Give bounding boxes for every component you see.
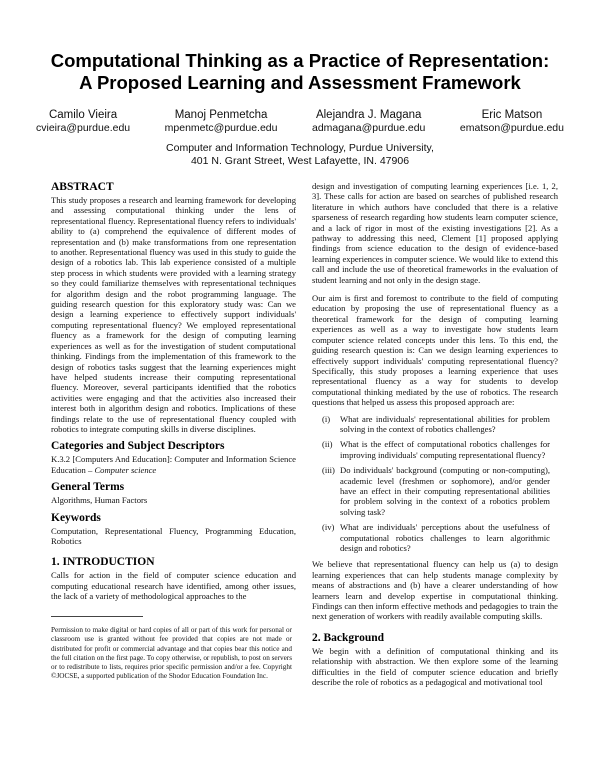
author-list [36, 108, 564, 135]
belief-paragraph: We believe that representational fluency can help us (a) to design learning experiences that can help students manage complexity by means of abstractions and (b) have a clearer understanding of how learners learn and develop expertise in computational thinking. Findings can then inform effective methods and pedagogies to train the next generation of workers with readily available computing skills. [312, 559, 558, 622]
background-body: We begin with a definition of computational thinking and its relationship with abstraction. We then explore some of the learning difficulties in the field of computer science education and briefly describe the role of robotics as a pedagogical and motivational tool [312, 645, 558, 688]
author-block [36, 108, 130, 135]
question-text: Do individuals' background (computing or non-computing), academic level (freshmen or sophomore), and/or gender have an effect in their computing representational abilities for problem solving in the context of a robotics problem solving task? [340, 465, 550, 517]
author-name: Eric Matson [481, 109, 543, 121]
background-heading: 2. Background [312, 631, 385, 644]
abstract-body: This study proposes a research and learning framework for developing and assessing computational thinking under the lens of representational fluency. Representational fluency refers to individuals' ability to (a) comprehend the equivalence of different modes of representation and (b) make transformations from one representation to another. Representational fluency was used in this study to guide the design of a robotics lab. This lab experience consisted of a multiple step process in which students were provided with a learning strategy so they could familiarize themselves with representational techniques for algorithm design and the robot programming language. The guiding research question for this exploratory study was: Can we design a learning experience to effectively support individuals' computing representational fluency? We employed representational fluency as a framework for the design of computing learning experiences as well as for the investigation of student computational thinking. Findings from the implementation of this framework to the design of robotics tasks suggest that the learning experiences might have helped students increase their computing representational fluency. Moreover, several participants identified that the robotics activities were engaging and that the activities also increased their interest both in algorithm design and robotics. Implications of these findings relate to the use of representational fluency coupled with robotics to integrate computing skills in diverse disciplines. [51, 195, 296, 434]
author-block [460, 108, 564, 135]
keywords-heading: Keywords [51, 511, 101, 524]
affiliation [40, 142, 560, 168]
question-number: (iv) [322, 522, 335, 533]
paper-title [20, 50, 580, 94]
affiliation-line-2: 401 N. Grant Street, West Lafayette, IN. 47906 [190, 155, 410, 167]
left-column [51, 181, 296, 602]
general-terms-heading: General Terms [51, 481, 125, 494]
categories-italic: Computer science [94, 464, 157, 475]
introduction-body: Calls for action in the field of computer science education and computing educational research have identified, among other issues, the lack of a variety of methodological approaches to the [51, 570, 296, 602]
author-block [165, 108, 278, 135]
right-column [312, 181, 558, 687]
question-text: What is the effect of computational robotics challenges for improving individuals' computing representational fluency? [340, 439, 550, 460]
research-question [312, 465, 558, 517]
author-email: mpenmetc@purdue.edu [164, 122, 278, 134]
affiliation-line-1: Computer and Information Technology, Purdue University, [166, 142, 434, 154]
categories-text: K.3.2 [Computers And Education]: Computer and Information Science Education – [51, 454, 296, 475]
question-number: (i) [322, 413, 331, 424]
intro-continued-paragraph: design and investigation of computing learning experiences [i.e. 1, 2, 3]. These calls for action are based on searches of published research literature in which authors have concluded that there is a relative sparseness of research regarding how students learn computer science, and a lack of rigor in most of the existing investigations [2]. As a pathway to addressing this need, Clement [1] proposed applying findings from science education to the design of evidence-based learning experiences in computer science. We would like to extend this call and include the use of theoretical frameworks in the evaluation of student learning and not only in the design stage. [312, 181, 558, 285]
title-line-2: A Proposed Learning and Assessment Framework [79, 72, 521, 93]
keywords-body: Computation, Representational Fluency, Programming Education, Robotics [51, 525, 296, 546]
general-terms-body: Algorithms, Human Factors [51, 495, 148, 506]
question-number: (iii) [322, 465, 335, 476]
abstract-heading: ABSTRACT [51, 181, 114, 193]
author-name: Manoj Penmetcha [174, 109, 268, 121]
research-questions [312, 414, 558, 554]
question-number: (ii) [322, 439, 333, 450]
categories-heading: Categories and Subject Descriptors [51, 440, 225, 453]
author-block [312, 108, 425, 135]
question-text: What are individuals' representational abilities for problem solving in the context of robotics challenges? [340, 413, 550, 434]
permission-notice: Permission to make digital or hard copies of all or part of this work for personal or classroom use is granted without fee provided that copies are not made or distributed for profit or commercial advantage and that copies bear this notice and the full citation on the first page. To copy otherwise, or republish, to post on servers or to redistribute to lists, requires prior specific permission and/or a fee. Copyright ©JOCSE, a supported publication of the Shodor Education Foundation Inc. [51, 626, 292, 681]
author-name: Alejandra J. Magana [315, 109, 422, 121]
title-line-1: Computational Thinking as a Practice of Representation: [50, 50, 550, 71]
author-email: admagana@purdue.edu [311, 122, 426, 134]
author-email: ematson@purdue.edu [459, 122, 564, 134]
research-question [312, 522, 558, 553]
categories-body [51, 454, 296, 475]
aim-paragraph: Our aim is first and foremost to contribute to the field of computing education by proposing the use of representational fluency as a theoretical framework for the design of computing learning experiences as well as a way to investigate how students learn computer science related concepts under this lens. To this end, the guiding research question is: Can we design learning experiences to effectively support individuals' computing representational fluency? Specifically, this study proposes a learning experience that uses representational fluency as a way for students to develop computational thinking mediated by the use of robotics. The research questions that helped us assess this proposed approach are: [312, 293, 558, 408]
question-text: What are individuals' perceptions about the usefulness of computational robotics challenges to learn algorithmic design and robotics? [340, 522, 550, 553]
author-email: cvieira@purdue.edu [36, 122, 131, 134]
research-question [312, 439, 558, 460]
author-name: Camilo Vieira [48, 109, 118, 121]
footnote-rule [51, 616, 143, 617]
research-question [312, 414, 558, 435]
introduction-heading: 1. INTRODUCTION [51, 556, 155, 569]
